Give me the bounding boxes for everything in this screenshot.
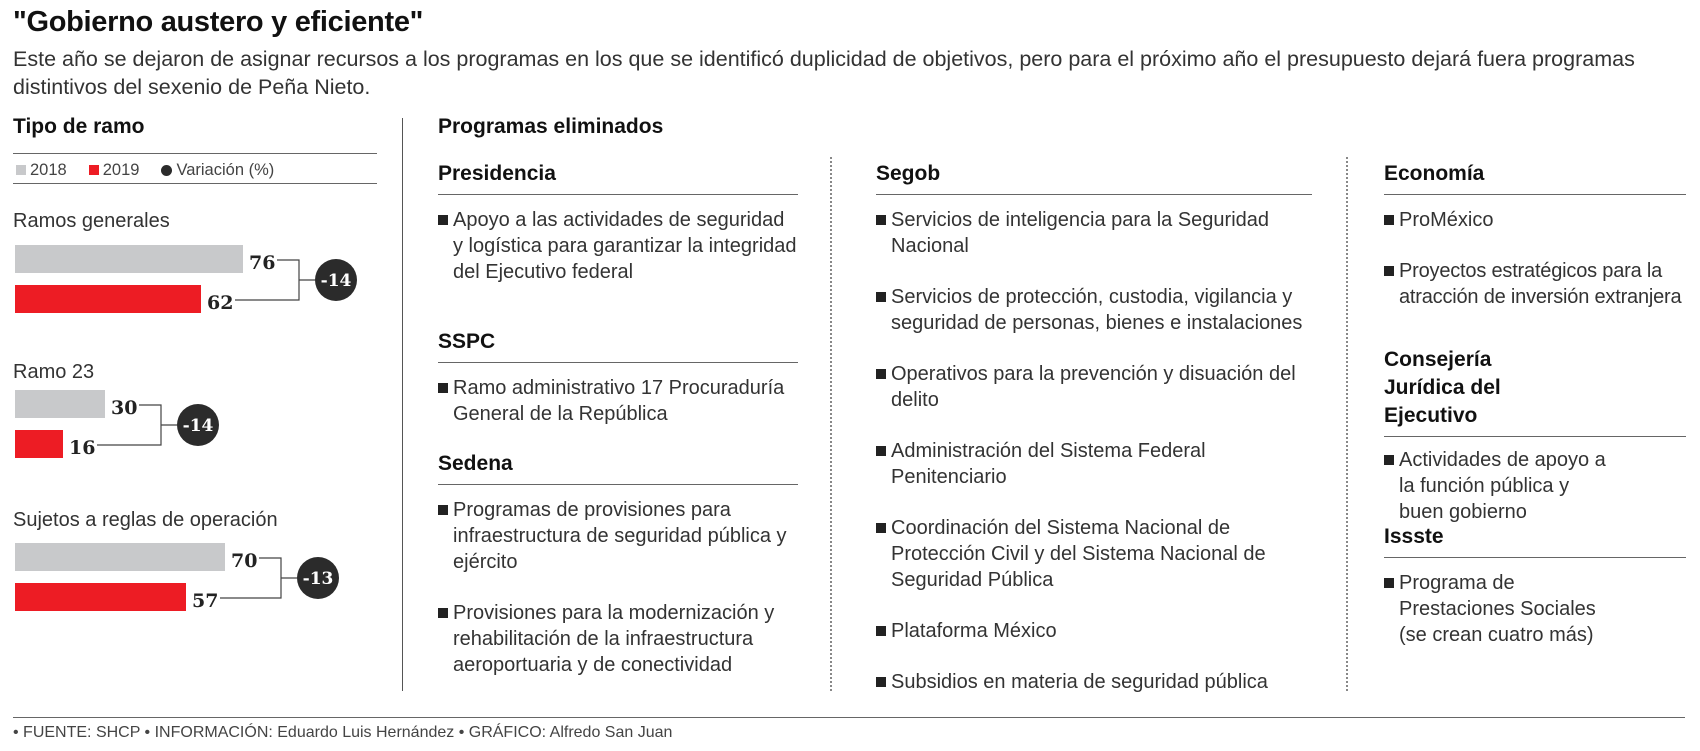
footer-credits: • FUENTE: SHCP • INFORMACIÓN: Eduardo Luis Hernández • GRÁFICO: Alfredo San Juan bbox=[13, 724, 673, 741]
category-title: Segob bbox=[876, 160, 1312, 195]
chart-heading: Tipo de ramo bbox=[13, 115, 145, 138]
bar-2018 bbox=[15, 245, 243, 273]
category-title: Sedena bbox=[438, 450, 798, 485]
program-list bbox=[438, 375, 798, 427]
category-sspc bbox=[438, 328, 798, 427]
category-sedena bbox=[438, 450, 798, 678]
page-subtitle: Este año se dejaron de asignar recursos a los programas en los que se identificó duplicidad de objetivos, pero para el próximo año el presupuesto dejará fuera programas distintivos del sexenio de Peña Nieto. bbox=[13, 47, 1635, 99]
value-label-2018: 30 bbox=[111, 397, 138, 419]
program-item: Programas de provisiones para infraestructura de seguridad pública y ejército bbox=[438, 497, 798, 575]
column-divider-1 bbox=[830, 157, 832, 691]
program-item: Plataforma México bbox=[876, 618, 1312, 644]
bar-2019 bbox=[15, 583, 186, 611]
program-item: Subsidios en materia de seguridad pública bbox=[876, 669, 1312, 695]
program-item: Provisiones para la modernización y rehabilitación de la infraestructura aeroportuaria y de conectividad bbox=[438, 600, 798, 678]
program-list bbox=[438, 207, 798, 285]
column-divider-2 bbox=[1346, 157, 1348, 691]
program-item: Ramo administrativo 17 Procuraduría General de la República bbox=[438, 375, 798, 427]
category-presidencia bbox=[438, 160, 798, 285]
program-item: Coordinación del Sistema Nacional de Protección Civil y del Sistema Nacional de Seguridad Pública bbox=[876, 515, 1312, 593]
program-list bbox=[438, 497, 798, 678]
footer-rule bbox=[13, 717, 1685, 718]
value-label-2019: 57 bbox=[192, 590, 219, 612]
bar-2019 bbox=[15, 285, 201, 313]
group-label-ramo-23: Ramo 23 bbox=[13, 361, 95, 383]
page-title: "Gobierno austero y eficiente" bbox=[13, 6, 424, 38]
variation-label: -14 bbox=[182, 416, 214, 436]
category-title: SSPC bbox=[438, 328, 798, 363]
category-title: Presidencia bbox=[438, 160, 798, 195]
program-list bbox=[876, 207, 1312, 695]
group-label-ramos-generales: Ramos generales bbox=[13, 210, 170, 232]
program-item: ProMéxico bbox=[1384, 207, 1686, 233]
bar-chart bbox=[0, 0, 400, 660]
group-label-sujetos-reglas: Sujetos a reglas de operación bbox=[13, 509, 278, 531]
category-economia bbox=[1384, 160, 1686, 310]
program-item: Actividades de apoyo a la función pública y buen gobierno bbox=[1384, 447, 1606, 525]
category-title: Issste bbox=[1384, 523, 1686, 558]
programs-heading: Programas eliminados bbox=[438, 115, 664, 138]
variation-label: -13 bbox=[302, 569, 334, 589]
legend-label-2019: 2019 bbox=[102, 160, 140, 179]
bar-2018 bbox=[15, 390, 105, 418]
program-item: Proyectos estratégicos para la atracción de inversión extranjera bbox=[1384, 258, 1686, 310]
variation-label: -14 bbox=[320, 271, 352, 291]
category-segob bbox=[876, 160, 1312, 695]
panel-divider bbox=[402, 118, 403, 691]
category-issste bbox=[1384, 523, 1686, 648]
value-label-2018: 76 bbox=[249, 252, 276, 274]
value-label-2019: 16 bbox=[69, 437, 96, 459]
program-list bbox=[1384, 207, 1686, 310]
program-item: Servicios de inteligencia para la Seguridad Nacional bbox=[876, 207, 1312, 259]
program-list bbox=[1384, 570, 1686, 648]
category-consejeria bbox=[1384, 346, 1686, 525]
value-label-2018: 70 bbox=[231, 550, 258, 572]
category-title: Consejería Jurídica del Ejecutivo bbox=[1384, 346, 1686, 437]
bar-2019 bbox=[15, 430, 63, 458]
value-label-2019: 62 bbox=[207, 292, 234, 314]
legend-label-variation: Variación (%) bbox=[176, 160, 275, 179]
program-item: Apoyo a las actividades de seguridad y logística para garantizar la integridad del Ejecutivo federal bbox=[438, 207, 798, 285]
program-item: Servicios de protección, custodia, vigilancia y seguridad de personas, bienes e instalaciones bbox=[876, 284, 1312, 336]
program-list bbox=[1384, 447, 1686, 525]
legend-label-2018: 2018 bbox=[30, 160, 67, 179]
program-item: Programa de Prestaciones Sociales (se crean cuatro más) bbox=[1384, 570, 1616, 648]
bar-2018 bbox=[15, 543, 225, 571]
category-title: Economía bbox=[1384, 160, 1686, 195]
program-item: Operativos para la prevención y disuación del delito bbox=[876, 361, 1312, 413]
program-item: Administración del Sistema Federal Penitenciario bbox=[876, 438, 1312, 490]
